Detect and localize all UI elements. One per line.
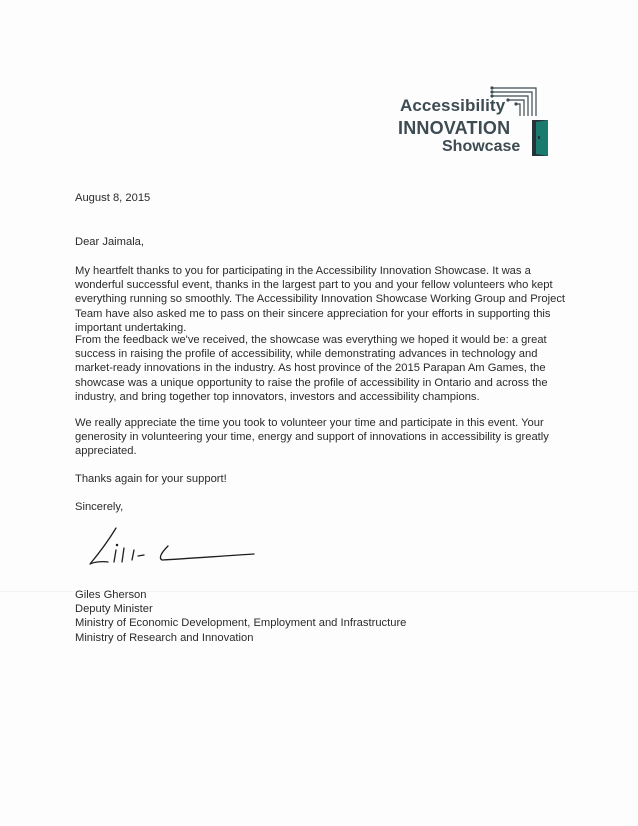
logo-text-showcase: Showcase bbox=[442, 138, 521, 155]
logo-text-innovation: INNOVATION bbox=[398, 118, 511, 138]
scan-artifact-line bbox=[0, 591, 638, 592]
paragraph-1: My heartfelt thanks to you for participating in the Accessibility Innovation Showcase. It was a wonderful successful event, thanks in the largest part to you and your fellow volunteers who kept everything running so smoothly. The Accessibility Innovation Showcase Working Group and Project Team have also asked me to pass on their sincere appreciation for your efforts in supporting this important undertaking. bbox=[75, 265, 566, 334]
salutation: Dear Jaimala, bbox=[75, 236, 145, 248]
paragraph-2: From the feedback we've received, the showcase was everything we hoped it would be: a great success in raising the profile of accessibility, while demonstrating advances in technology and market-ready innovations in the industry. As host province of the 2015 Parapan Am Games, the showcase was a unique opportunity to raise the profile of accessibility in Ontario and across the industry, and bring together top innovators, investors and accessibility champions. bbox=[75, 334, 548, 403]
signature-block bbox=[75, 588, 406, 645]
closing: Sincerely, bbox=[75, 501, 124, 513]
logo-text-accessibility: Accessibility bbox=[400, 96, 506, 115]
signer-ministry-2: Ministry of Research and Innovation bbox=[75, 631, 254, 644]
handwritten-signature bbox=[82, 524, 257, 574]
letter-date: August 8, 2015 bbox=[75, 192, 151, 204]
signer-title: Deputy Minister bbox=[75, 603, 153, 616]
signer-name: Giles Gherson bbox=[75, 589, 147, 601]
paragraph-3: We really appreciate the time you took to volunteer your time and participate in this event. Your generosity in volunteering your time, energy and support of innovations in accessibility is greatly appreciated. bbox=[75, 417, 549, 458]
signer-ministry-1: Ministry of Economic Development, Employment and Infrastructure bbox=[75, 617, 407, 630]
thanks-line: Thanks again for your support! bbox=[75, 473, 227, 485]
accessibility-innovation-showcase-logo bbox=[396, 82, 566, 162]
